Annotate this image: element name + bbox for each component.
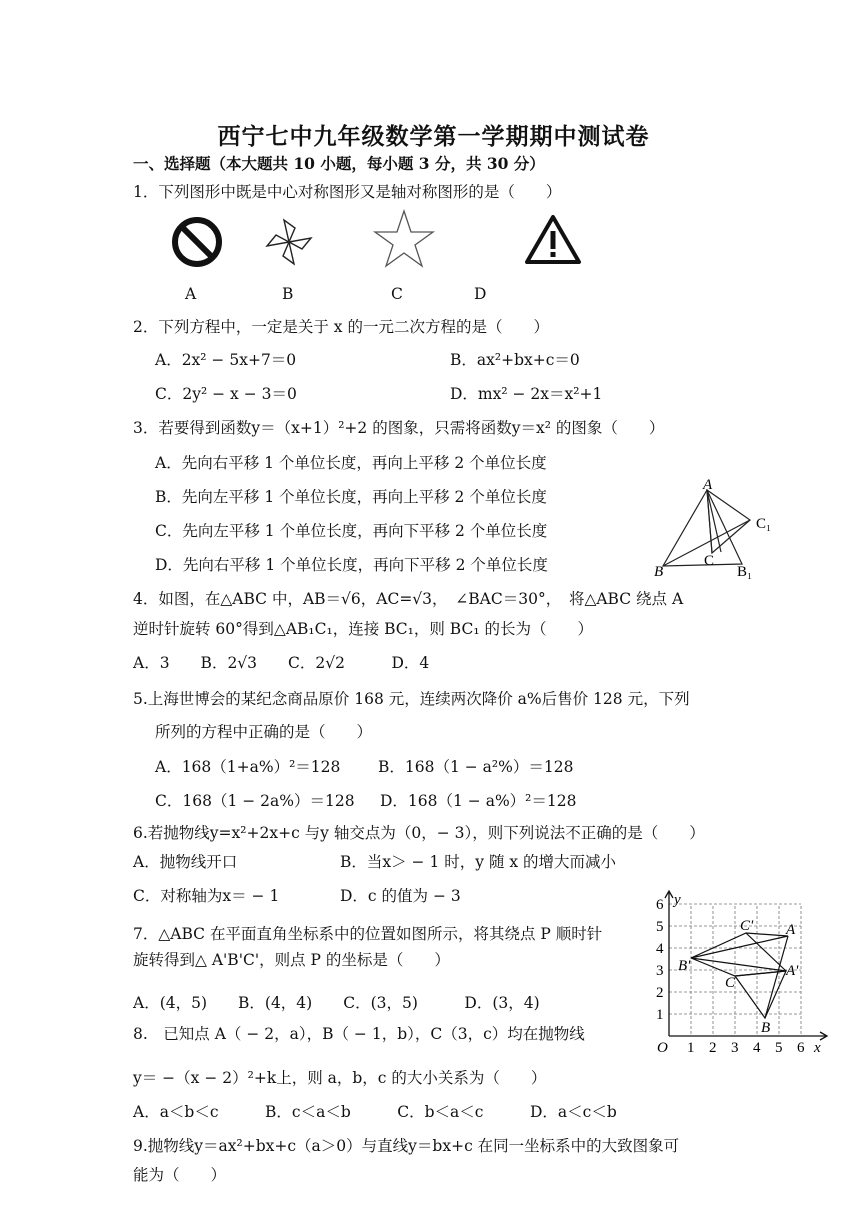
fig4-label-c1: C₁: [756, 516, 772, 532]
question-9-line-2: 能为（ ）: [133, 1166, 227, 1184]
question-7-line-1: 7．△ABC 在平面直角坐标系中的位置如图所示，将其绕点 P 顺时针: [133, 925, 603, 943]
question-7-options: A．(4，5) B．(4，4) C．(3，5) D．(3，4): [133, 994, 540, 1012]
x-tick-1: 1: [687, 1040, 695, 1056]
y-tick-3: 3: [656, 963, 664, 979]
question-3-option-c: C．先向左平移 1 个单位长度，再向下平移 2 个单位长度: [155, 522, 548, 540]
question-5-line-2: 所列的方程中正确的是（ ）: [155, 723, 373, 741]
question-8-options: A．a＜b＜c B．c＜a＜b C．b＜a＜c D．a＜c＜b: [133, 1103, 617, 1121]
x-tick-5: 5: [775, 1040, 783, 1056]
figure-label-b: B: [282, 285, 294, 303]
fig4-label-b1: B₁: [737, 564, 753, 580]
question-8-line-2: y＝ −（x − 2）²+k上，则 a，b，c 的大小关系为（ ）: [133, 1069, 547, 1087]
question-6-option-d: D．c 的值为 − 3: [340, 887, 461, 905]
star-figure: [372, 208, 436, 270]
question-4-line-2: 逆时针旋转 60°得到△AB₁C₁，连接 BC₁，则 BC₁ 的长为（ ）: [133, 620, 593, 638]
question-3-option-a: A．先向右平移 1 个单位长度，再向上平移 2 个单位长度: [155, 454, 547, 472]
question-8-line-1: 8. 已知点 A（ − 2，a），B（ − 1，b），C（3，c）均在抛物线: [133, 1025, 585, 1043]
question-4-options: A．3 B．2√3 C．2√2 D．4: [133, 654, 430, 672]
question-3-option-d: D．先向右平移 1 个单位长度，再向下平移 2 个单位长度: [155, 556, 548, 574]
warning-sign-figure: [524, 214, 582, 266]
question-2-option-b: B．ax²+bx+c＝0: [450, 351, 580, 369]
x-tick-2: 2: [709, 1040, 717, 1056]
x-tick-6: 6: [797, 1040, 805, 1056]
question-5-option-c: C．168（1 − 2a%）＝128: [155, 792, 355, 810]
label-a: A: [786, 922, 796, 938]
question-6-stem: 6.若抛物线y=x²+2x+c 与y 轴交点为（0，− 3），则下列说法不正确的是（ ）: [133, 824, 705, 842]
section-heading: 一、选择题（本大题共 10 小题，每小题 3 分，共 30 分）: [133, 154, 545, 173]
x-axis-label: x: [814, 1040, 821, 1056]
y-tick-4: 4: [656, 941, 664, 957]
question-4-line-1: 4．如图，在△ABC 中，AB＝√6，AC=√3， ∠BAC＝30°， 将△ABC 绕点 A: [133, 590, 684, 608]
origin-label: O: [657, 1040, 668, 1056]
y-tick-2: 2: [656, 985, 664, 1001]
question-2-option-a: A．2x² − 5x+7＝0: [155, 351, 297, 369]
question-7-line-2: 旋转得到△ A'B'C'，则点 P 的坐标是（ ）: [133, 951, 450, 969]
question-6-option-b: B．当x＞ − 1 时，y 随 x 的增大而减小: [340, 853, 617, 871]
figure-label-c: C: [391, 285, 403, 303]
x-tick-3: 3: [731, 1040, 739, 1056]
question-2-option-c: C．2y² − x − 3＝0: [155, 385, 297, 403]
fig4-label-a: A: [703, 478, 713, 493]
question-6-option-c: C．对称轴为x＝ − 1: [133, 887, 280, 905]
label-b: B: [761, 1020, 771, 1036]
fig4-label-c: C: [704, 553, 715, 569]
coordinate-grid-figure: [650, 888, 832, 1060]
x-tick-4: 4: [753, 1040, 761, 1056]
figure-label-d: D: [474, 285, 487, 303]
y-axis-label: y: [674, 892, 681, 908]
question-5-line-1: 5.上海世博会的某纪念商品原价 168 元，连续两次降价 a%后售价 128 元，下列: [133, 690, 690, 708]
question-5-option-b: B．168（1 − a²%）＝128: [378, 758, 574, 776]
question-9-line-1: 9.抛物线y＝ax²+bx+c（a＞0）与直线y＝bx+c 在同一坐标系中的大致图象可: [133, 1137, 680, 1155]
pinwheel-figure: [264, 216, 314, 268]
no-entry-sign-figure: [170, 215, 225, 270]
figure-label-a: A: [185, 285, 197, 303]
fig4-label-b: B: [654, 564, 664, 580]
label-a-prime: A': [786, 963, 799, 979]
question-5-option-d: D．168（1 − a%）²＝128: [380, 792, 577, 810]
question-2-option-d: D．mx² − 2x＝x²+1: [450, 385, 603, 403]
question-2-stem: 2．下列方程中，一定是关于 x 的一元二次方程的是（ ）: [133, 318, 549, 336]
y-tick-5: 5: [656, 919, 664, 935]
question-5-option-a: A．168（1+a%）²＝128: [155, 758, 341, 776]
question-3-option-b: B．先向左平移 1 个单位长度，再向上平移 2 个单位长度: [155, 488, 547, 506]
question-1-stem: 1．下列图形中既是中心对称图形又是轴对称图形的是（ ）: [133, 183, 562, 201]
label-b-prime: B': [678, 958, 691, 974]
label-c-prime: C': [740, 918, 754, 934]
y-tick-6: 6: [656, 897, 664, 913]
question-6-option-a: A．抛物线开口: [133, 853, 238, 871]
question-3-stem: 3．若要得到函数y＝（x+1）²+2 的图象，只需将函数y＝x² 的图象（ ）: [133, 419, 665, 437]
y-tick-1: 1: [656, 1007, 664, 1023]
rotation-triangle-figure: [650, 478, 780, 580]
label-c: C: [725, 975, 736, 991]
page-title: 西宁七中九年级数学第一学期期中测试卷: [217, 123, 650, 150]
